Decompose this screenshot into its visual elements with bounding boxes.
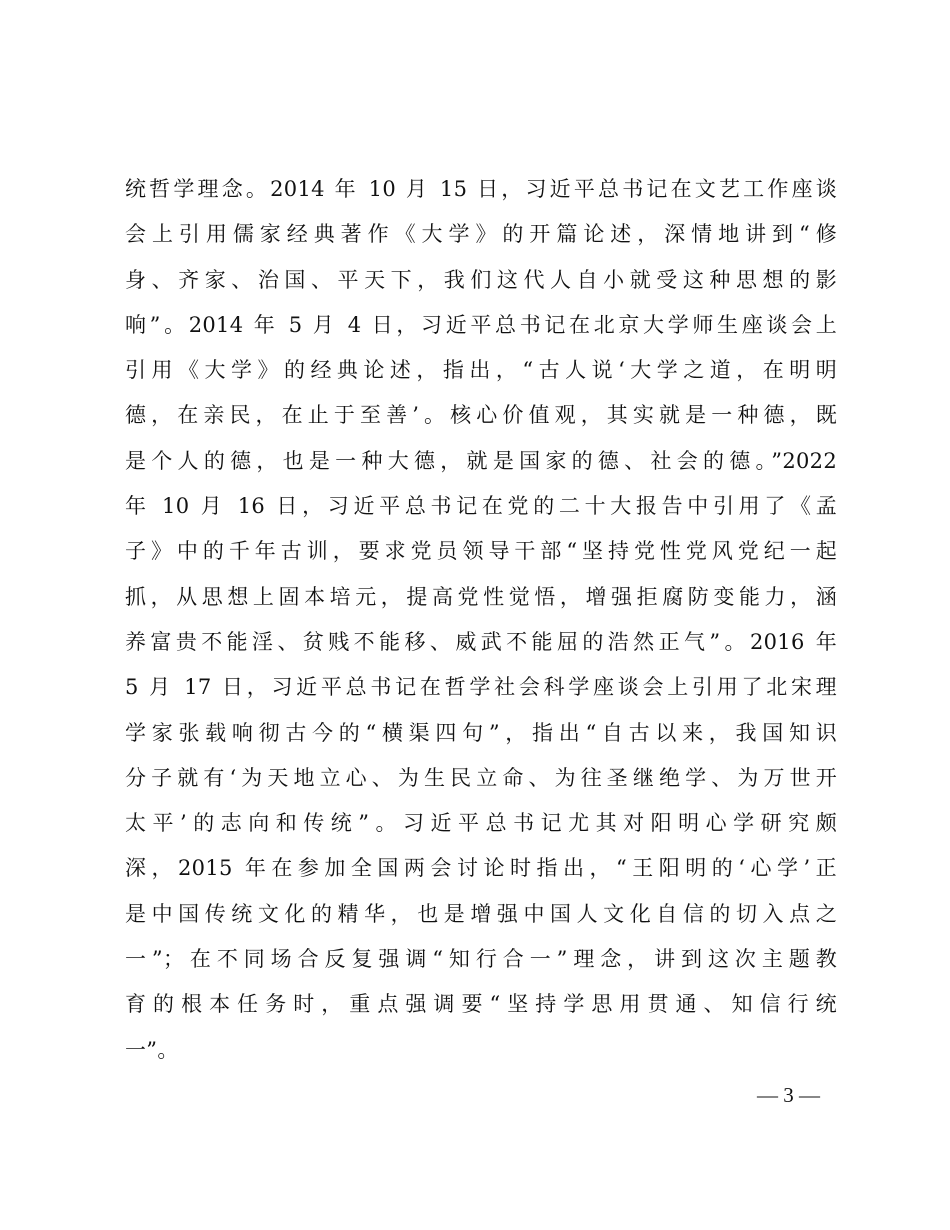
text-line: 年 10 月 16 日，习近平总书记在党的二十大报告中引用了《孟 (125, 494, 837, 519)
text-line: 身、齐家、治国、平天下，我们这代人自小就受这种思想的影 (125, 267, 837, 292)
text-line-last: 一”。 (125, 1037, 179, 1062)
text-line: 深，2015 年在参加全国两会讨论时指出，“王阳明的‘心学’正 (125, 856, 837, 881)
text-line: 德，在亲民，在止于至善’。核心价值观，其实就是一种德，既 (125, 403, 837, 428)
body-paragraph (125, 167, 837, 1073)
text-line: 子》中的千年古训，要求党员领导干部“坚持党性党风党纪一起 (125, 539, 837, 564)
text-line: 统哲学理念。2014 年 10 月 15 日，习近平总书记在文艺工作座谈 (125, 177, 837, 201)
text-line: 5 月 17 日，习近平总书记在哲学社会科学座谈会上引用了北宋理 (125, 675, 837, 700)
text-line: 太平’的志向和传统”。习近平总书记尤其对阳明心学研究颇 (125, 811, 837, 836)
text-line: 响”。2014 年 5 月 4 日，习近平总书记在北京大学师生座谈会上 (125, 312, 837, 337)
text-line: 抓，从思想上固本培元，提高党性觉悟，增强拒腐防变能力，涵 (125, 584, 837, 609)
text-line: 分子就有‘为天地立心、为生民立命、为往圣继绝学、为万世开 (125, 765, 837, 790)
text-line: 一”；在不同场合反复强调“知行合一”理念，讲到这次主题教 (125, 947, 837, 972)
text-line: 是个人的德，也是一种大德，就是国家的德、社会的德。”2022 (125, 448, 837, 473)
text-line: 育的根本任务时，重点强调要“坚持学思用贯通、知信行统 (125, 992, 837, 1017)
text-line: 引用《大学》的经典论述，指出，“古人说‘大学之道，在明明 (125, 358, 837, 383)
text-line: 会上引用儒家经典著作《大学》的开篇论述，深情地讲到“修 (125, 222, 837, 247)
page-number: — 3 — (757, 1083, 820, 1107)
text-line: 养富贵不能淫、贫贱不能移、威武不能屈的浩然正气”。2016 年 (125, 629, 837, 654)
text-line: 学家张载响彻古今的“横渠四句”，指出“自古以来，我国知识 (125, 720, 837, 745)
text-line: 是中国传统文化的精华，也是增强中国人文化自信的切入点之 (125, 901, 837, 926)
